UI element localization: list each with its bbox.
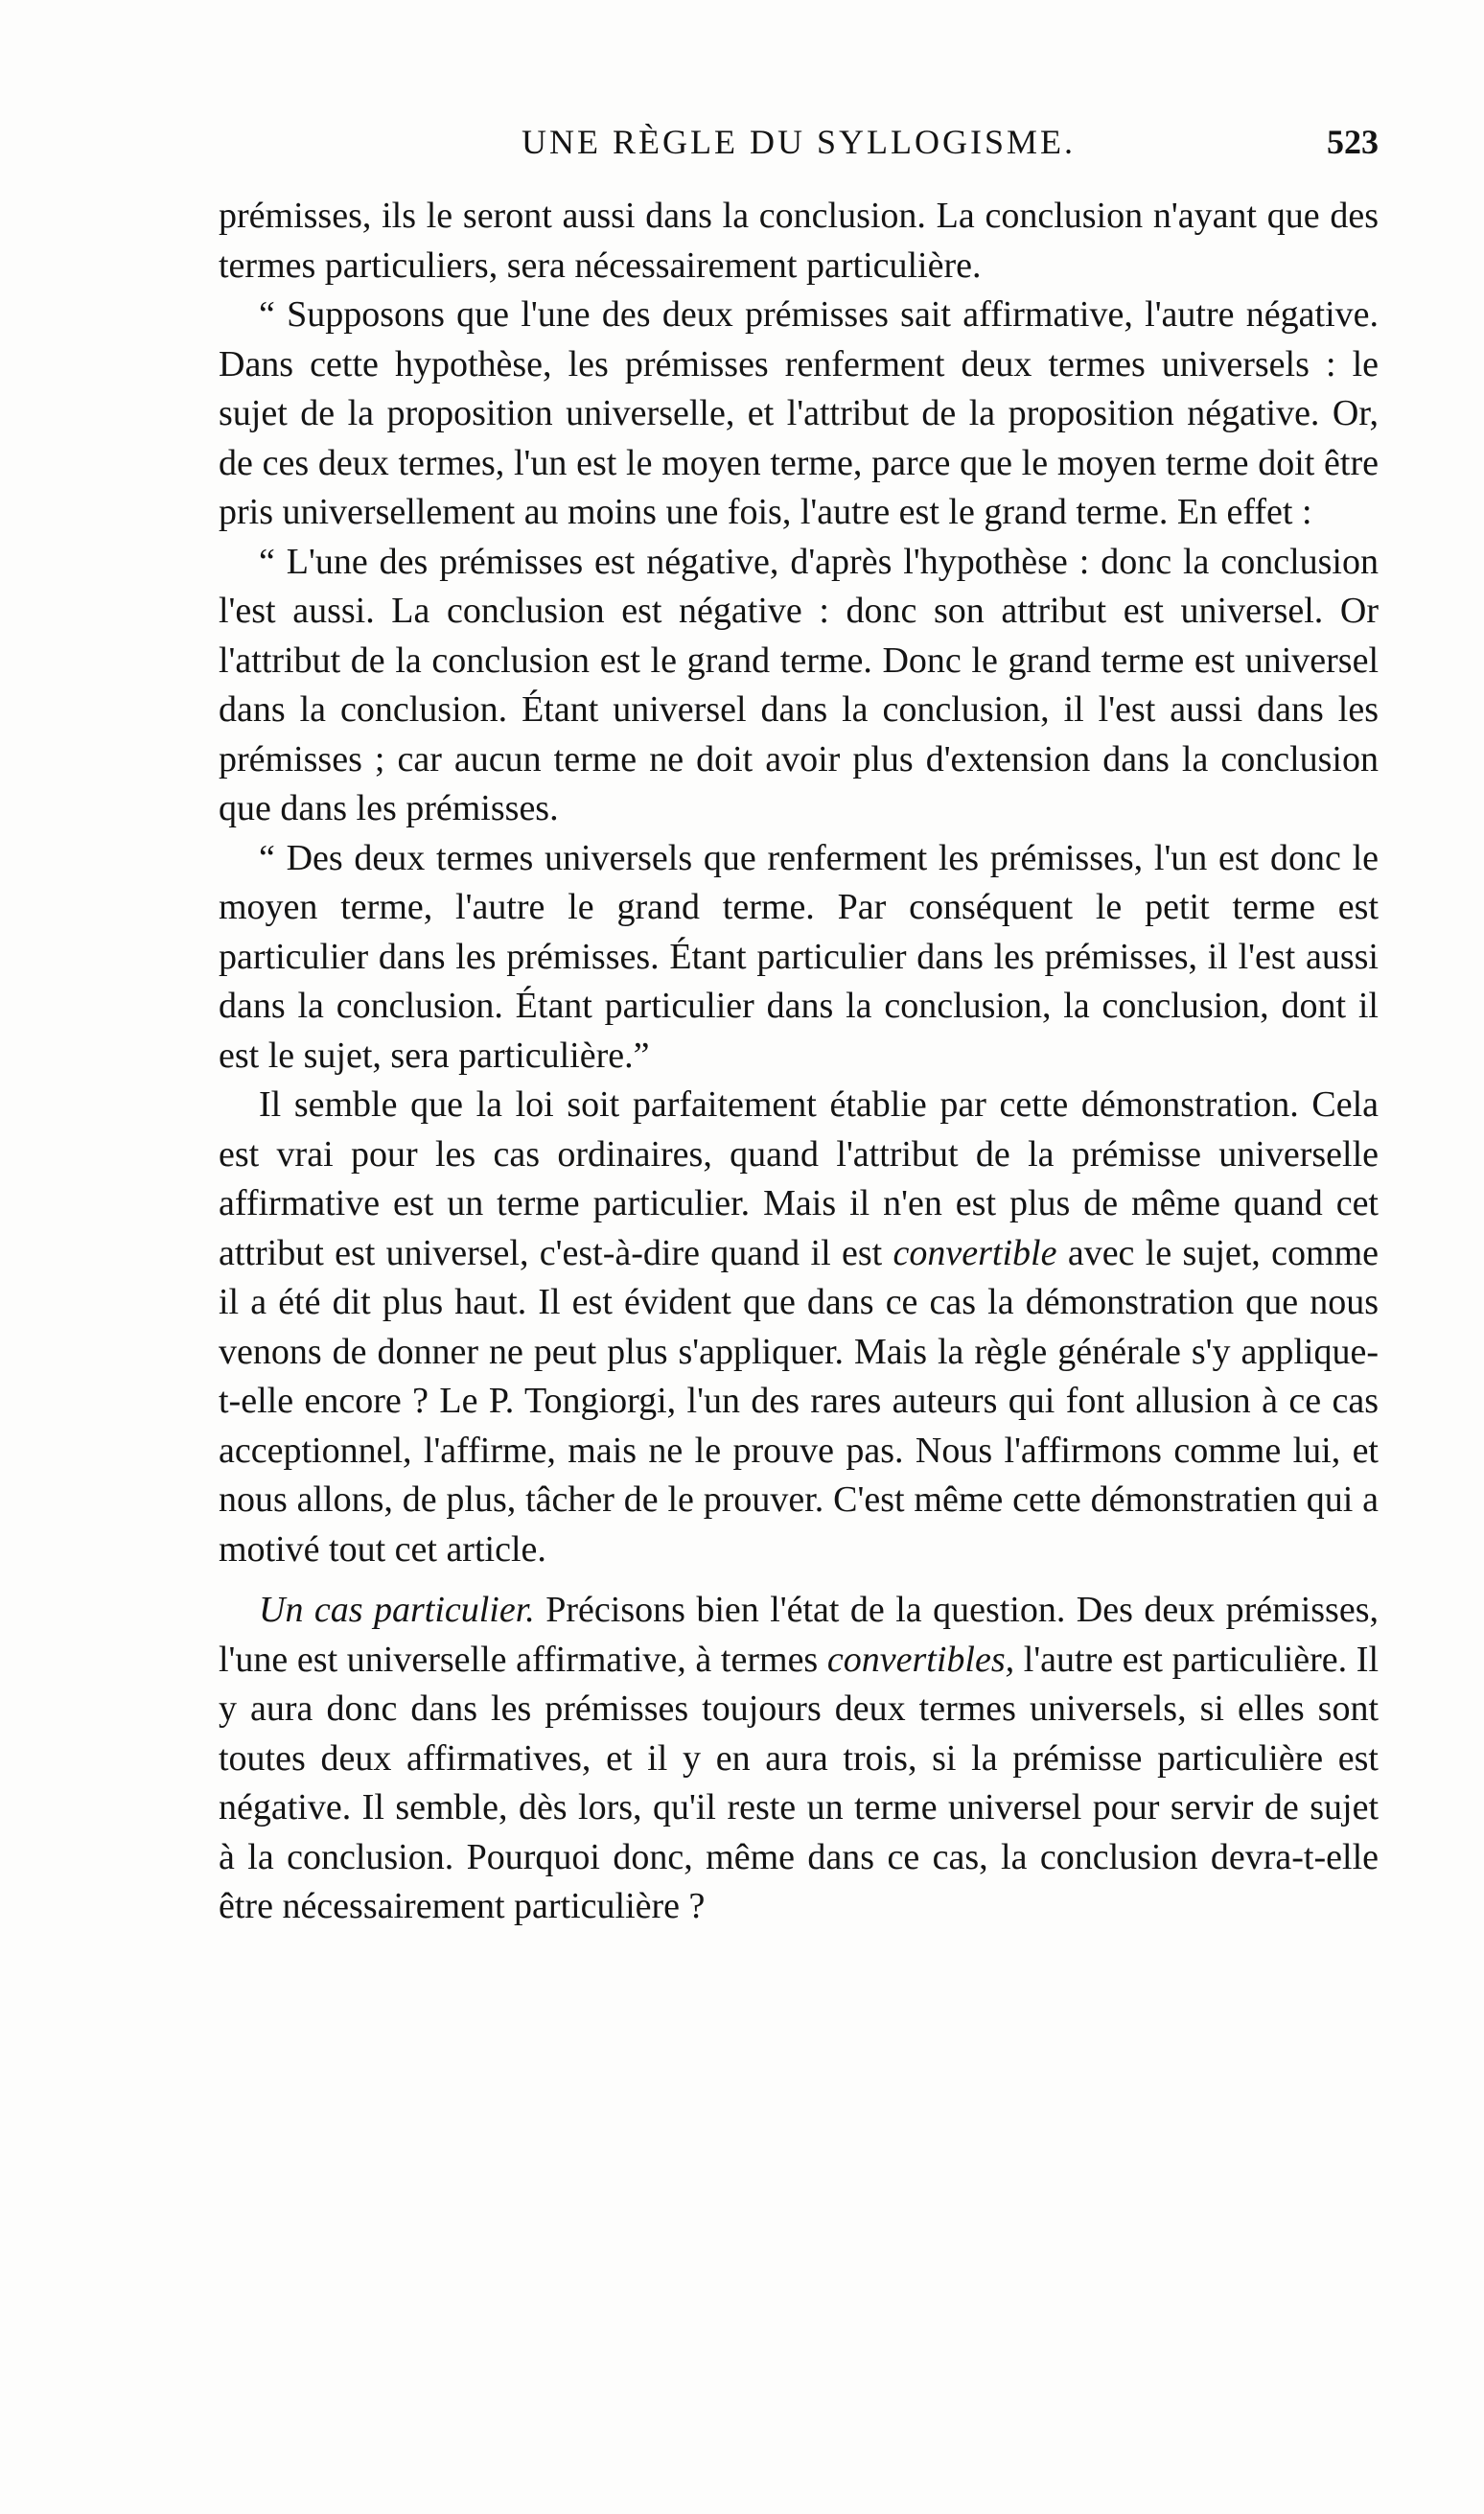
paragraph-2-text: “ Supposons que l'une des deux prémisses sait affirmative, l'autre négative. Dans cette hypothèse, les prémisses renferment deux termes universels : le sujet de la proposition universelle, et l'attribut de la proposition négative. Or, de ces deux termes, l'un est le moyen terme, parce que le moyen terme doit être pris universellement au moins une fois, l'autre est le grand terme. En effet : [219,294,1379,532]
paragraph-5 [219,1081,1379,1574]
paragraph-3 [219,538,1379,834]
running-title: UNE RÈGLE DU SYLLOGISME. [522,123,1076,161]
body-text [219,192,1379,1932]
paragraph-3-text: “ L'une des prémisses est négative, d'après l'hypothèse : donc la conclusion l'est aussi. La conclusion est négative : donc son attribut est universel. Or l'attribut de la conclusion est le grand terme. Donc le grand terme est universel dans la conclusion. Étant universel dans la conclusion, il l'est aussi dans les prémisses ; car aucun terme ne doit avoir plus d'extension dans la conclusion que dans les prémisses. [219,541,1379,828]
paragraph-5-text-b: avec le sujet, comme il a été dit plus haut. Il est évident que dans ce cas la démonstration que nous venons de donner ne peut plus s'appliquer. Mais la règle générale s'y applique-t-elle encore ? Le P. Tongiorgi, l'un des rares auteurs qui font allusion à ce cas acceptionnel, l'affirme, mais ne le prouve pas. Nous l'affirmons comme lui, et nous allons, de plus, tâcher de le prouver. C'est même cette démonstratien qui a motivé tout cet article. [219,1232,1380,1570]
paragraph-4-text: “ Des deux termes universels que renferment les prémisses, l'un est donc le moyen terme, l'autre le grand terme. Par conséquent le petit terme est particulier dans les prémisses. Étant particulier dans les prémisses, il l'est aussi dans la conclusion. Étant particulier dans la conclusion, la conclusion, dont il est le sujet, sera particulière.” [219,837,1379,1076]
paragraph-5-text-a: Il semble que la loi soit parfaitement établie par cette démonstration. Cela est vrai pour les cas ordinaires, quand l'attribut de la prémisse universelle affirmative est un terme particulier. Mais il n'en est plus de même quand cet attribut est universel, c'est-à-dire quand il est [219,1084,1379,1273]
paragraph-6-italic: convertibles, [826,1639,1015,1680]
paragraph-1-text: prémisses, ils le seront aussi dans la conclusion. La conclusion n'ayant que des termes particuliers, sera nécessairement particulière. [219,196,1379,286]
paragraph-1 [219,192,1379,291]
paragraph-4 [219,834,1379,1082]
paragraph-6-text-a: Précisons bien l'état de la question. Des deux prémisses, l'une est universelle affirmative, à termes [219,1590,1379,1680]
page-number: 523 [1327,123,1379,161]
paragraph-2 [219,291,1379,538]
paragraph-6-lead: Un cas particulier. [259,1590,535,1630]
paragraph-6-text-b: l'autre est particulière. Il y aura donc dans les prémisses toujours deux termes universels, si elles sont toutes deux affirmatives, et il y en aura trois, si la prémisse particulière est négative. Il semble, dès lors, qu'il reste un terme universel pour servir de sujet à la conclusion. Pourquoi donc, même dans ce cas, la conclusion devra-t-elle être nécessairement particulière ? [219,1639,1379,1926]
paragraph-6 [219,1586,1379,1932]
paragraph-5-italic: convertible [893,1232,1057,1273]
running-head [219,113,1379,171]
